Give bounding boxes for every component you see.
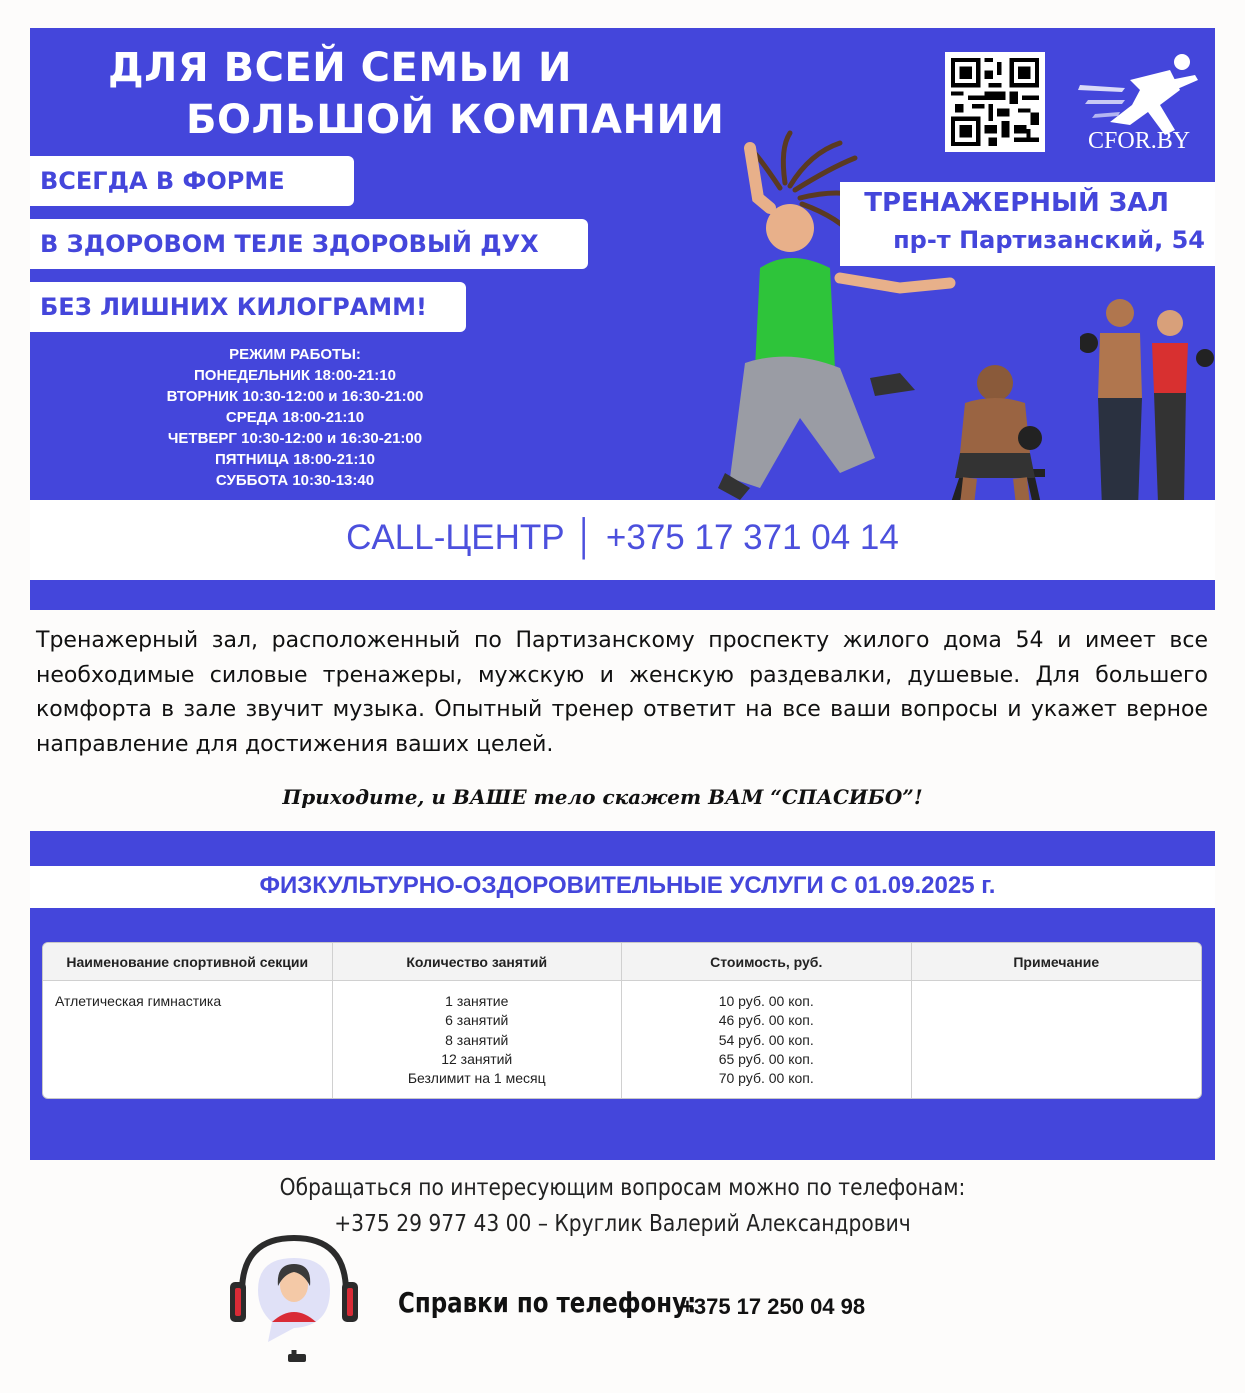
work-schedule [120,344,470,491]
divider-band [30,580,1215,610]
call-center-bar [30,500,1215,580]
price-value: 54 руб. 00 коп. [718,1031,814,1048]
session-option: 8 занятий [445,1031,509,1048]
call-center-phone[interactable]: CALL-ЦЕНТР │ +375 17 371 04 14 [346,518,899,557]
schedule-line: ПЯТНИЦА 18:00-21:10 [214,451,376,468]
slogan-pill-2: В ЗДОРОВОМ ТЕЛЕ ЗДОРОВЫЙ ДУХ [30,219,588,269]
hero-title-line1: ДЛЯ ВСЕЙ СЕМЬИ И [108,45,572,91]
services-title: ФИЗКУЛЬТУРНО-ОЗДОРОВИТЕЛЬНЫЕ УСЛУГИ С 01.09.2025 г. [259,872,996,899]
slogan-pill-1: ВСЕГДА В ФОРМЕ [30,156,354,206]
price-value: 10 руб. 00 коп. [718,993,814,1009]
session-option: 6 занятий [445,1012,509,1029]
qr-code[interactable] [945,52,1045,152]
column-header: Стоимость, руб. [622,943,912,981]
logo-text: CFOR.BY [1088,128,1191,154]
table-header-row [43,943,1201,981]
schedule-heading: РЕЖИМ РАБОТЫ: [229,346,361,363]
schedule-line: ПОНЕДЕЛЬНИК 18:00-21:10 [194,367,396,384]
table-row [43,981,1201,1098]
schedule-line: СУББОТА 10:30-13:40 [215,472,375,489]
slogan: Приходите, и ВАШЕ тело скажет ВАМ “СПАСИБО”! [282,785,923,809]
price-cell [622,981,912,1098]
help-label: Справки по телефону: [398,1286,697,1319]
services-table [42,942,1202,1099]
price-value: 46 руб. 00 коп. [718,1012,814,1029]
schedule-line: ВТОРНИК 10:30-12:00 и 16:30-21:00 [166,388,424,405]
hero-title-line2: БОЛЬШОЙ КОМПАНИИ [186,97,725,143]
section-name-cell: Атлетическая гимнастика [43,981,333,1098]
sessions-cell [333,981,623,1098]
price-value: 70 руб. 00 коп. [718,1070,814,1087]
session-option: 1 занятие [445,993,509,1009]
price-value: 65 руб. 00 коп. [718,1050,814,1067]
hero-banner [30,28,1215,500]
session-option: 12 занятий [441,1050,513,1067]
call-center-operator-icon [228,1230,360,1365]
fitness-couple-photo [1080,288,1215,500]
gym-title: ТРЕНАЖЕРНЫЙ ЗАЛ [864,188,1169,218]
slogan-pill-3: БЕЗ ЛИШНИХ КИЛОГРАММ! [30,282,466,332]
contact-person-phone[interactable]: +375 29 977 43 00 – Круглик Валерий Александрович [334,1211,911,1237]
contact-intro: Обращаться по интересующим вопросам можно по телефонам: [279,1175,966,1201]
gym-info-box [840,182,1215,266]
help-phone[interactable]: +375 17 250 04 98 [681,1294,866,1319]
schedule-line: СРЕДА 18:00-21:10 [225,409,365,426]
schedule-line: ЧЕТВЕРГ 10:30-12:00 и 16:30-21:00 [167,430,423,447]
column-header: Количество занятий [333,943,623,981]
session-option: Безлимит на 1 месяц [407,1070,546,1087]
man-on-bench-photo [910,343,1085,500]
gym-description: Тренажерный зал, расположенный по Партизанскому проспекту жилого дома 54 и имеет все необходимые силовые тренажеры, мужскую и женскую раздевалки, душевые. Для большего комфорта в зале звучит музыка. Опытный тренер ответит на все ваши вопросы и укажет верное направление для достижения ваших целей. [36,628,1208,757]
column-header: Примечание [912,943,1202,981]
qr-code-icon [951,58,1039,146]
gym-address: пр-т Партизанский, 54 [893,226,1205,254]
note-cell [912,981,1202,1098]
column-header: Наименование спортивной секции [43,943,333,981]
